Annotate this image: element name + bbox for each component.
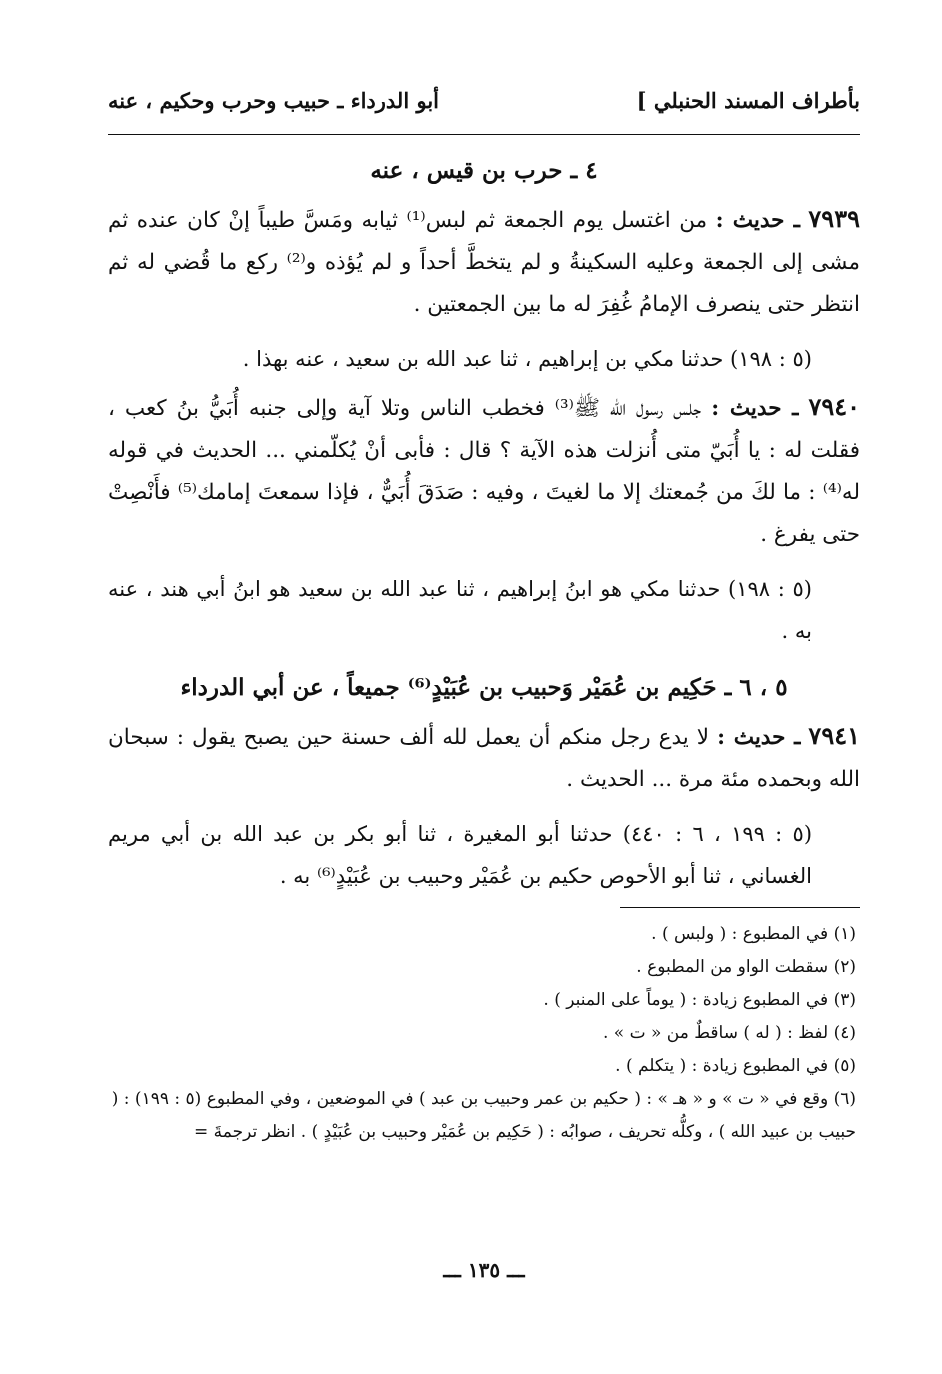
section-title: ٥ ، ٦ ـ حَكِيم بن عُمَيْر وَحبيب بن عُبَيْدٍ⁽⁶⁾ جميعاً ، عن أبي الدرداء <box>180 674 788 701</box>
book-page <box>108 88 860 1298</box>
hadith-text: جلس رسول الله ﷺ⁽³⁾ فخطب الناس وتلا آية وإلى جنبه أُبَيُّ بنُ كعب ، فقلت له : يا أُبَيّ متى أُنزلت هذه الآية ؟ قال : فأبى أنْ يُكلّمني ... الحديث في قوله له⁽⁴⁾ : ما لكَ من جُمعتك إلا ما لغيتَ ، وفيه : صَدَقَ أُبَيٌّ ، فإذا سمعتَ إمامك⁽⁵⁾ فأَنْصِتْ حتى يفرغ . <box>108 396 860 547</box>
footnotes <box>108 918 860 1149</box>
footnote: (٥) في المطبوع زيادة : ( يتكلم ) . <box>615 1056 856 1076</box>
footnote: (٦) وقع في « ت » و « هـ » : ( حكيم بن عمر وحبيب بن عبد ) في الموضعين ، وفي المطبوع (٥ : ١٩٩) : ( حبيب بن عبيد الله ) ، وكلُّه تحريف ، صوابُه : ( حَكِيم بن عُمَيْر وحبيب بن عُبَيْدٍ ) . انظر ترجمةَ = <box>111 1089 856 1142</box>
running-header <box>108 88 860 130</box>
hadith-label: ـ حديث : <box>711 396 799 421</box>
header-left: أبو الدرداء ـ حبيب وحرب وحكيم ، عنه <box>108 88 440 113</box>
footnote: (٣) في المطبوع زيادة : ( يوماً على المنبر ) . <box>543 990 856 1010</box>
hadith-label: ـ حديث : <box>715 208 800 233</box>
hadith-entry <box>108 386 860 556</box>
footnote: (١) في المطبوع : ( ولبس ) . <box>651 924 856 944</box>
hadith-source: (٥ : ١٩٨) حدثنا مكي بن إبراهيم ، ثنا عبد الله بن سعيد ، عنه بهذا . <box>242 347 812 371</box>
hadith-number: ٧٩٤٠ <box>808 392 860 421</box>
hadith-text: من اغتسل يوم الجمعة ثم لبس⁽¹⁾ ثيابه ومَسَّ طيباً إنْ كان عنده ثم مشى إلى الجمعة وعليه السكينةُ و لم يتخطَّ أحداً و لم يُؤذه و⁽²⁾ ركع ما قُضي له ثم انتظر حتى ينصرف الإمامُ غُفِرَ له ما بين الجمعتين . <box>108 208 860 317</box>
page-number: ـــ ١٣٥ ـــ <box>443 1258 525 1282</box>
footnote-rule <box>620 907 860 908</box>
hadith-number: ٧٩٣٩ <box>808 204 860 233</box>
hadith-source: (٥ : ١٩٩ ، ٦ : ٤٤٠) حدثنا أبو المغيرة ، ثنا أبو بكر بن عبد الله بن أبي مريم الغساني ، ثنا أبو الأحوص حكيم بن عُمَيْر وحبيب بن عُبَيْدٍ⁽⁶⁾ به . <box>108 822 813 888</box>
footnote: (٢) سقطت الواو من المطبوع . <box>636 957 856 977</box>
hadith-source: (٥ : ١٩٨) حدثنا مكي هو ابنُ إبراهيم ، ثنا عبد الله بن سعيد هو ابنُ أبي هند ، عنه به . <box>108 577 812 643</box>
section-title: ٤ ـ حرب بن قيس ، عنه <box>370 157 598 184</box>
hadith-entry <box>108 715 860 801</box>
footnote: (٤) لفظ : ( له ) ساقطٌ من « ت » . <box>602 1023 856 1043</box>
hadith-entry <box>108 198 860 326</box>
hadith-number: ٧٩٤١ <box>808 721 860 750</box>
header-rule <box>108 134 860 135</box>
hadith-text: لا يدع رجل منكم أن يعمل لله ألف حسنة حين يصبح يقول : سبحان الله وبحمده مئة مرة ... الحديث . <box>108 725 860 792</box>
header-right: بأطراف المسند الحنبلي ] <box>636 88 860 113</box>
hadith-label: ـ حديث : <box>717 725 801 750</box>
